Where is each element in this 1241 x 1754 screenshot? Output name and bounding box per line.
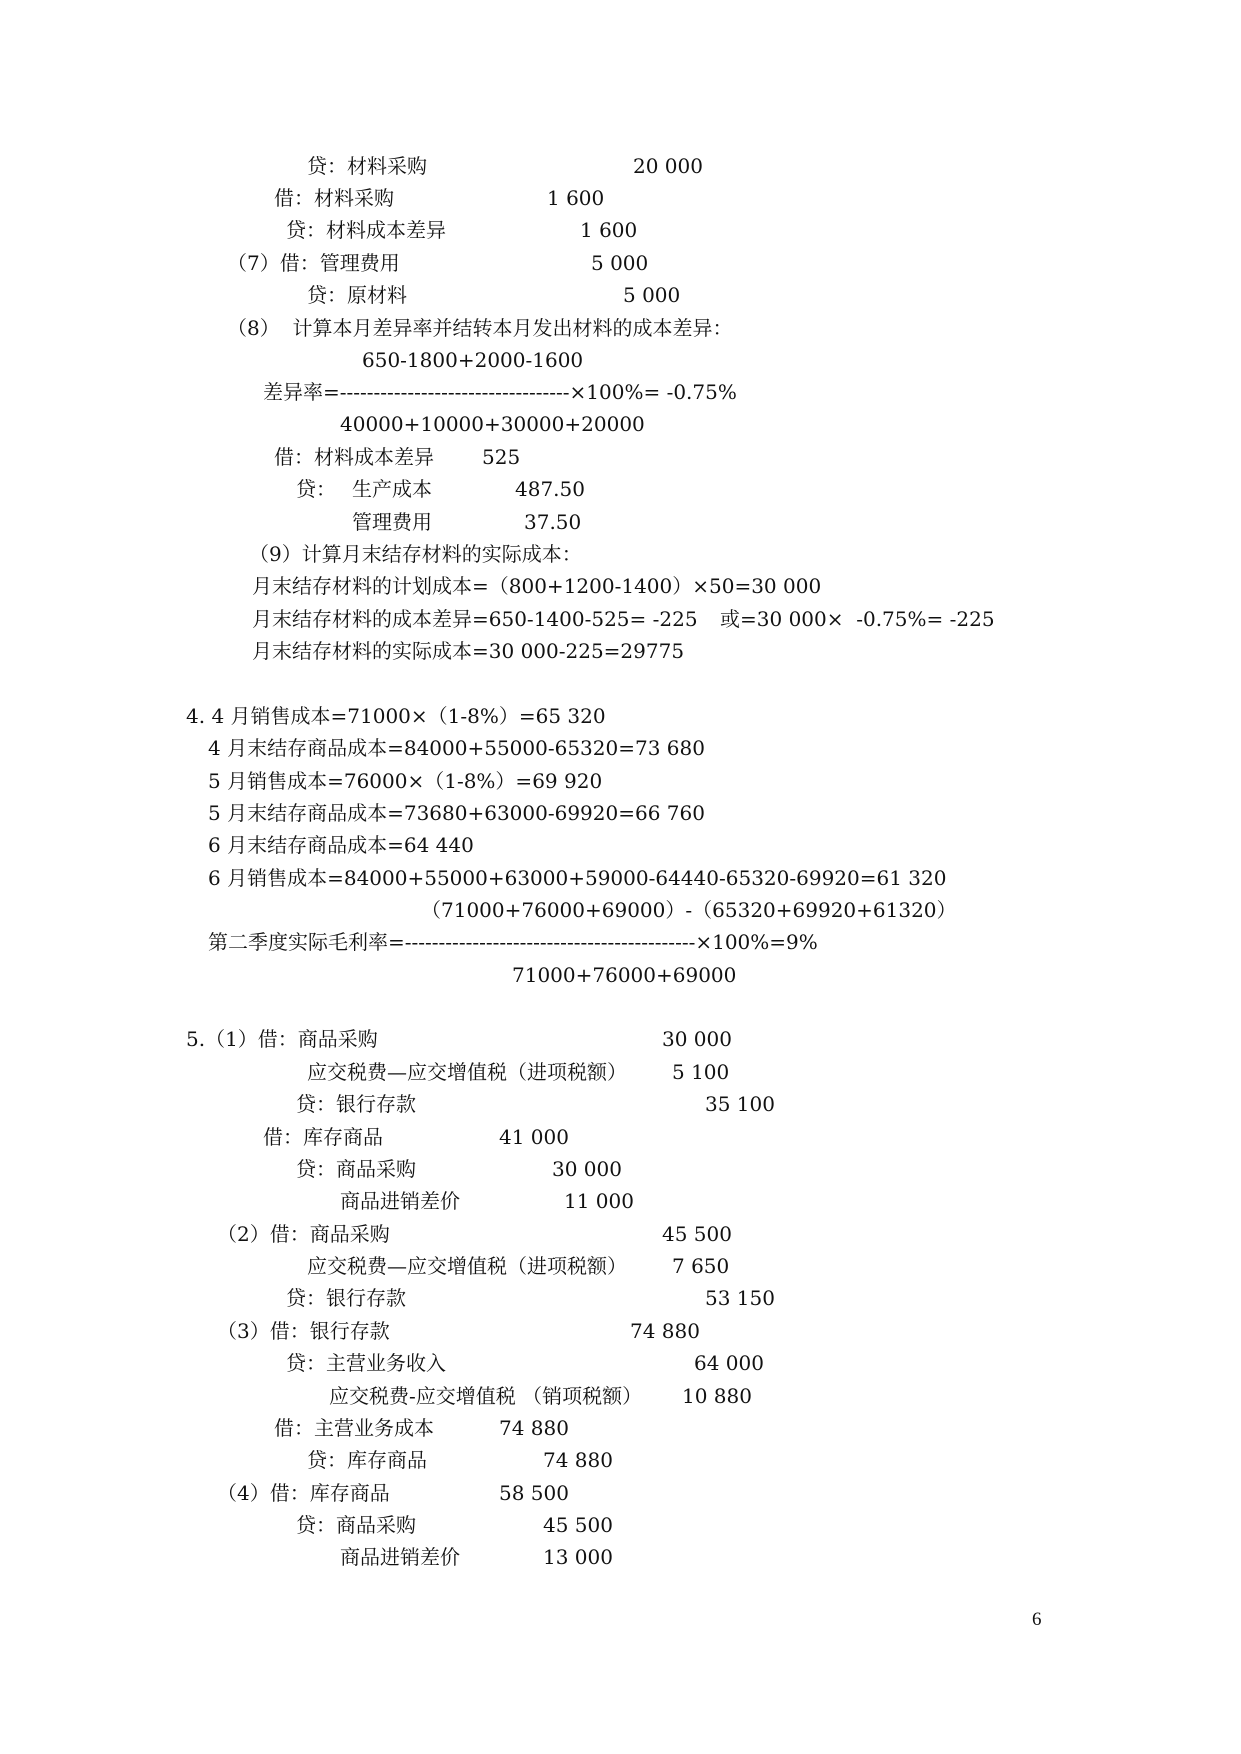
text-line: （2）借：商品采购 [217, 1222, 390, 1246]
amount: 1 600 [580, 218, 638, 242]
text-line: 贷： [296, 477, 336, 501]
formula-denominator: 71000+76000+69000 [512, 963, 737, 987]
text-line: 借：库存商品 [263, 1125, 383, 1149]
text-line: 生产成本 [352, 477, 432, 501]
amount: 37.50 [524, 510, 582, 534]
text-line: 贷：库存商品 [307, 1448, 427, 1472]
text-line: 5 月末结存商品成本=73680+63000-69920=66 760 [208, 801, 705, 825]
text-line: 贷：材料采购 [307, 154, 427, 178]
amount: 13 000 [543, 1545, 613, 1569]
text-line: （8） 计算本月差异率并结转本月发出材料的成本差异： [227, 316, 733, 340]
text-line: 借：主营业务成本 [274, 1416, 434, 1440]
amount: 53 150 [705, 1286, 775, 1310]
text-line: 商品进销差价 [340, 1189, 460, 1213]
amount: 11 000 [564, 1189, 634, 1213]
amount: 74 880 [630, 1319, 700, 1343]
text-line: 贷：商品采购 [296, 1513, 416, 1537]
text-line: 贷：银行存款 [286, 1286, 406, 1310]
amount: 5 000 [623, 283, 681, 307]
text-line: （4）借：库存商品 [217, 1481, 390, 1505]
amount: 7 650 [672, 1254, 730, 1278]
amount: 35 100 [705, 1092, 775, 1116]
text-line: 月末结存材料的实际成本=30 000-225=29775 [252, 639, 685, 663]
amount: 30 000 [662, 1027, 732, 1051]
amount: 525 [482, 445, 521, 469]
text-line: 借：材料采购 [274, 186, 394, 210]
text-line: （7）借：管理费用 [227, 251, 400, 275]
text-line: 应交税费-应交增值税 （销项税额） [329, 1384, 643, 1408]
formula-numerator: 650-1800+2000-1600 [362, 348, 584, 372]
text-line: 应交税费—应交增值税（进项税额） [307, 1060, 627, 1084]
amount: 20 000 [633, 154, 703, 178]
formula-line: 第二季度实际毛利率=-------------------------------------------×100%=9% [208, 930, 818, 954]
text-line: 月末结存材料的计划成本=（800+1200-1400）×50=30 000 [252, 574, 822, 598]
amount: 64 000 [694, 1351, 764, 1375]
amount: 45 500 [662, 1222, 732, 1246]
text-line: （9）计算月末结存材料的实际成本： [249, 542, 582, 566]
amount: 30 000 [552, 1157, 622, 1181]
amount: 58 500 [499, 1481, 569, 1505]
amount: 487.50 [515, 477, 585, 501]
text-line: 贷：银行存款 [296, 1092, 416, 1116]
text-line: 6 月末结存商品成本=64 440 [208, 833, 474, 857]
text-line: 6 月销售成本=84000+55000+63000+59000-64440-65320-69920=61 320 [208, 866, 947, 890]
amount: 5 000 [591, 251, 649, 275]
formula-numerator: （71000+76000+69000）-（65320+69920+61320） [421, 898, 957, 922]
text-line: （3）借：银行存款 [217, 1319, 390, 1343]
text-line: 或=30 000× -0.75%= -225 [720, 607, 995, 631]
page-number: 6 [1032, 1609, 1042, 1630]
amount: 10 880 [682, 1384, 752, 1408]
amount: 5 100 [672, 1060, 730, 1084]
text-line: 4 月末结存商品成本=84000+55000-65320=73 680 [208, 736, 705, 760]
amount: 74 880 [499, 1416, 569, 1440]
amount: 45 500 [543, 1513, 613, 1537]
text-line: 5 月销售成本=76000×（1-8%）=69 920 [208, 769, 603, 793]
text-line: 管理费用 [352, 510, 432, 534]
formula-denominator: 40000+10000+30000+20000 [340, 412, 645, 436]
amount: 41 000 [499, 1125, 569, 1149]
amount: 74 880 [543, 1448, 613, 1472]
text-line: 应交税费—应交增值税（进项税额） [307, 1254, 627, 1278]
amount: 1 600 [547, 186, 605, 210]
text-line: 商品进销差价 [340, 1545, 460, 1569]
text-line: 4. 4 月销售成本=71000×（1-8%）=65 320 [186, 704, 606, 728]
text-line: 月末结存材料的成本差异=650-1400-525= -225 [252, 607, 698, 631]
text-line: 贷：主营业务收入 [286, 1351, 446, 1375]
text-line: 贷：材料成本差异 [286, 218, 446, 242]
formula-line: 差异率=----------------------------------×100%= -0.75% [263, 380, 737, 404]
text-line: 贷：商品采购 [296, 1157, 416, 1181]
text-line: 5.（1）借：商品采购 [186, 1027, 378, 1051]
text-line: 借：材料成本差异 [274, 445, 434, 469]
text-line: 贷：原材料 [307, 283, 407, 307]
